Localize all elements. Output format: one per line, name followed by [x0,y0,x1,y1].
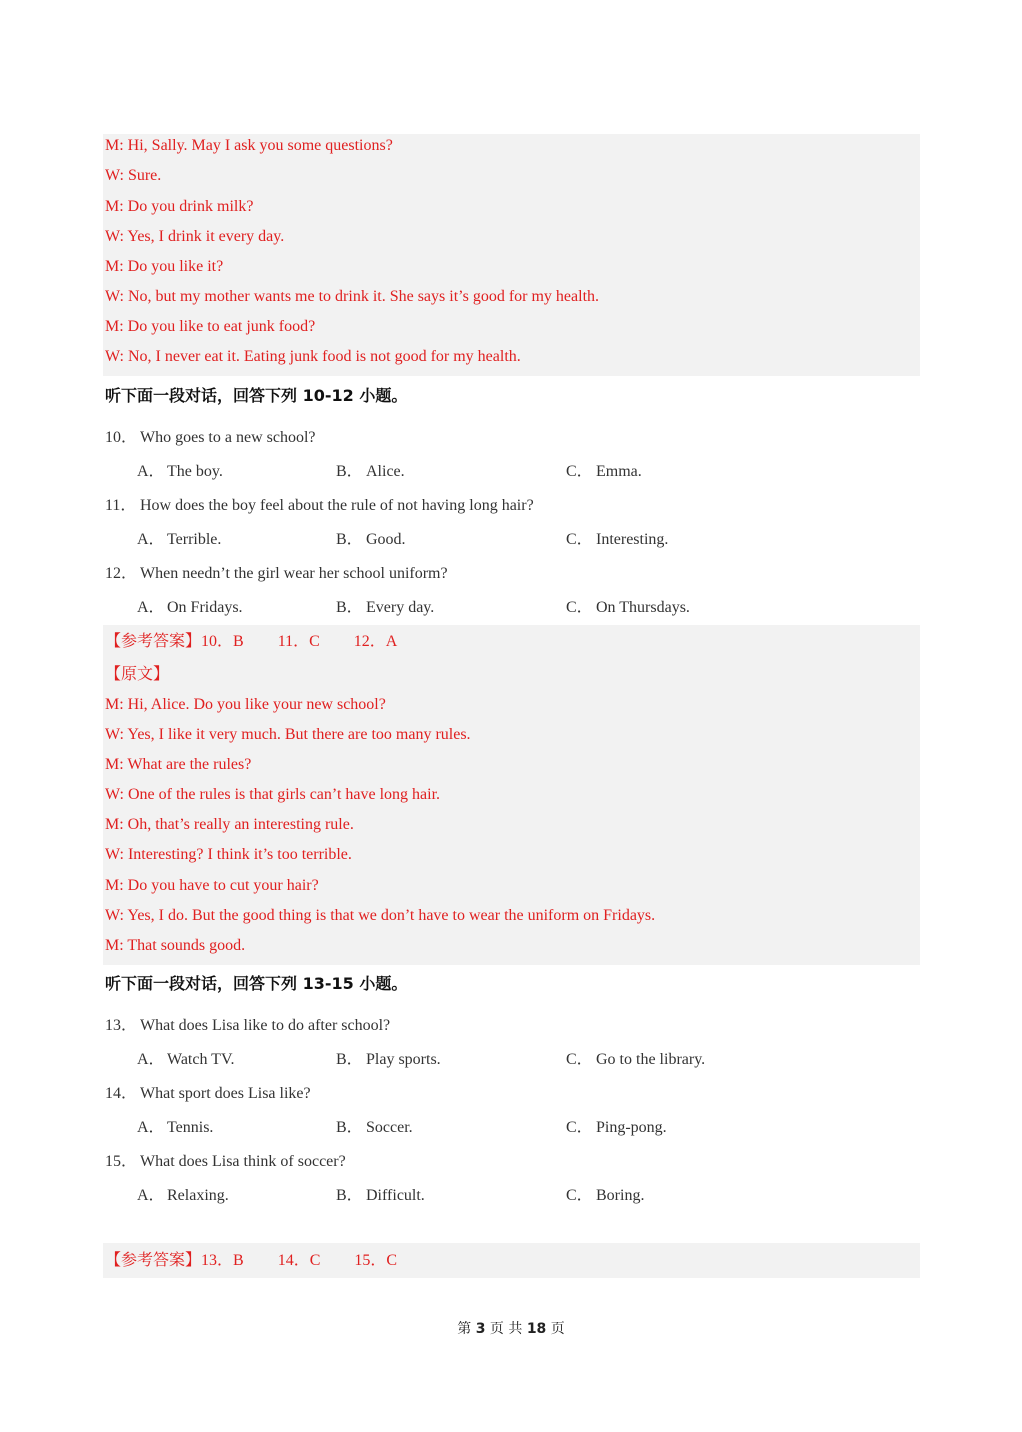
transcript-line: M: Do you have to cut your hair? [105,877,319,894]
question [105,560,448,583]
transcript-line: M: That sounds good. [105,937,246,954]
option-b: B． Alice. [336,463,405,480]
answer-item: 10．B [201,633,244,650]
answer-label: 【参考答案】 [105,633,202,650]
transcript-line: W: No, I never eat it. Eating junk food is not good for my health. [105,348,521,365]
transcript-line: M: Hi, Sally. May I ask you some questions? [105,137,393,154]
question-number: 12． [105,565,138,582]
question [105,1080,311,1103]
section-heading: 听下面一段对话，回答下列 13-15 小题。 [105,974,408,993]
question-text: When needn’t the girl wear her school uniform? [140,565,448,582]
answer-item: 14．C [277,1252,321,1269]
option-a: A． Terrible. [137,531,222,548]
answer-item: 15．C [354,1252,398,1269]
question-text: What does Lisa think of soccer? [140,1153,346,1170]
question-text: What does Lisa like to do after school? [140,1017,391,1034]
transcript-line: W: Yes, I like it very much. But there are too many rules. [105,726,471,743]
option-c: C． Ping-pong. [566,1119,667,1136]
option-b: B． Difficult. [336,1187,425,1204]
option-c: C． Boring. [566,1187,645,1204]
transcript-line: M: Do you drink milk? [105,198,254,215]
option-b: B． Good. [336,531,406,548]
transcript-line: M: Do you like to eat junk food? [105,318,316,335]
answer-item: 13．B [201,1252,244,1269]
footer-mid2: 共 [508,1321,523,1337]
question-number: 14． [105,1085,138,1102]
footer-post: 页 [550,1321,565,1337]
question [105,1012,390,1035]
answer-item: 12．A [353,633,398,650]
question [105,1148,346,1171]
transcript-line: W: Interesting? I think it’s too terrible. [105,846,352,863]
option-a: A． On Fridays. [137,599,243,616]
question [105,424,316,447]
transcript-line: W: Yes, I drink it every day. [105,228,285,245]
page-total: 18 [526,1321,547,1337]
option-b: B． Play sports. [336,1051,441,1068]
transcript-line: W: Sure. [105,167,162,184]
question-number: 13． [105,1017,138,1034]
question-number: 10． [105,429,138,446]
transcript-line: W: No, but my mother wants me to drink it. She says it’s good for my health. [105,288,600,305]
transcript-line: M: Hi, Alice. Do you like your new school? [105,696,386,713]
transcript-line: W: Yes, I do. But the good thing is that we don’t have to wear the uniform on Fridays. [105,907,656,924]
page-footer [0,1318,1022,1338]
option-a: A． Watch TV. [137,1051,235,1068]
transcript-line: M: What are the rules? [105,756,252,773]
original-label: 【原文】 [105,666,170,683]
option-a: A． Tennis. [137,1119,214,1136]
section-heading: 听下面一段对话，回答下列 10-12 小题。 [105,386,408,405]
question-text: What sport does Lisa like? [140,1085,311,1102]
option-b: B． Soccer. [336,1119,413,1136]
question [105,492,534,515]
option-c: C． Interesting. [566,531,669,548]
answer-key [105,628,431,651]
option-b: B． Every day. [336,599,435,616]
question-text: Who goes to a new school? [140,429,316,446]
transcript-line: M: Do you like it? [105,258,224,275]
footer-mid1: 页 [489,1321,504,1337]
answer-label: 【参考答案】 [105,1252,202,1269]
option-a: A． The boy. [137,463,223,480]
footer-pre: 第 [457,1321,472,1337]
transcript-line: M: Oh, that’s really an interesting rule. [105,816,354,833]
option-c: C． On Thursdays. [566,599,690,616]
transcript-block-1 [103,134,920,376]
question-number: 11． [105,497,137,514]
option-a: A． Relaxing. [137,1187,229,1204]
option-c: C． Go to the library. [566,1051,706,1068]
question-number: 15． [105,1153,138,1170]
transcript-line: W: One of the rules is that girls can’t have long hair. [105,786,441,803]
page-number: 3 [475,1321,486,1337]
question-text: How does the boy feel about the rule of not having long hair? [140,497,534,514]
answer-item: 11．C [277,633,320,650]
option-c: C． Emma. [566,463,642,480]
answer-key [105,1247,431,1270]
